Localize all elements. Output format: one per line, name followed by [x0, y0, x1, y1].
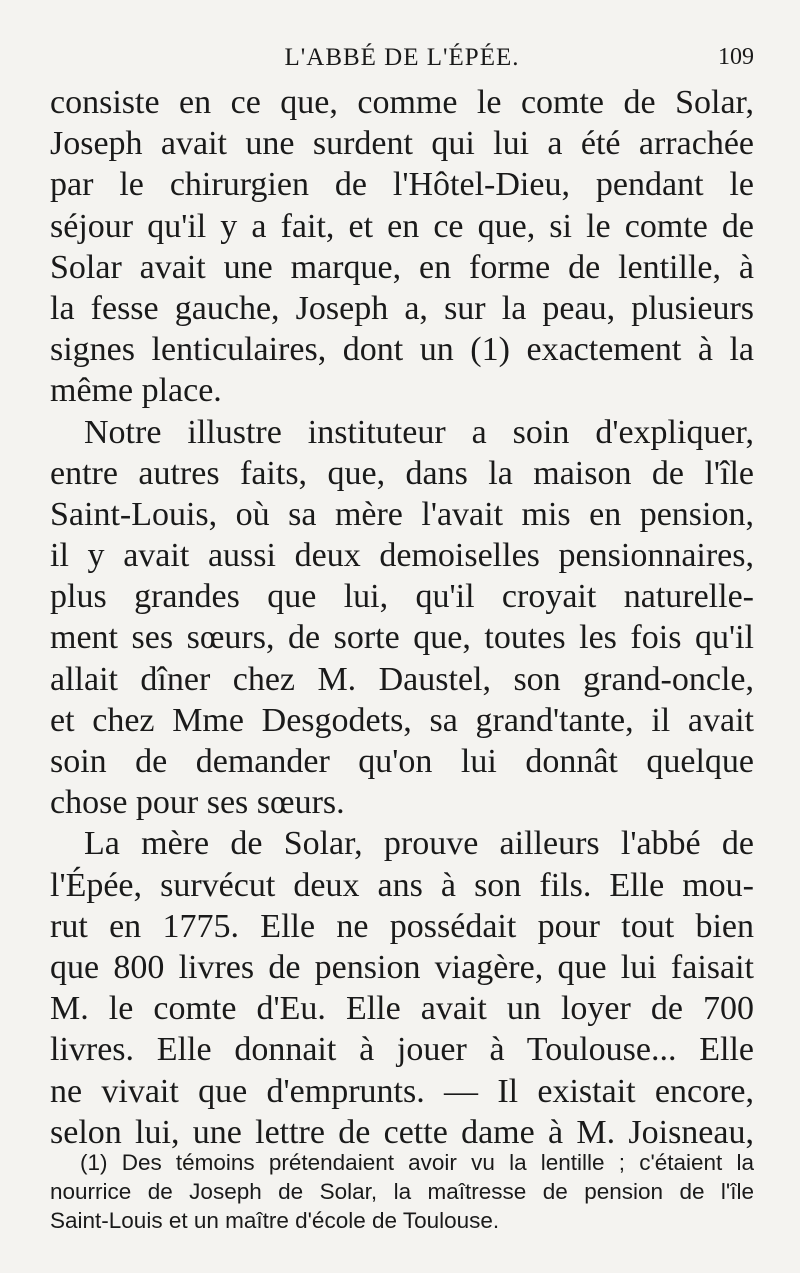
text-line: allait dîner chez M. Daustel, son grand-oncle,: [50, 660, 754, 698]
footnote-line: (1) Des témoins prétendaient avoir vu la lentille ; c'étaient la: [80, 1150, 754, 1175]
text-line: consiste en ce que, comme le comte de Solar,: [50, 84, 754, 121]
text-line: même place.: [50, 372, 222, 410]
text-line: Solar avait une marque, en forme de lentille, à: [50, 248, 754, 286]
text-line: signes lenticulaires, dont un (1) exactement à la: [50, 331, 754, 369]
text-line: Notre illustre instituteur a soin d'expliquer,: [84, 413, 754, 451]
body-text: [50, 82, 754, 1153]
footnote-line: Saint-Louis et un maître d'école de Toulouse.: [50, 1208, 500, 1233]
running-head: [50, 44, 754, 74]
text-line: soin de demander qu'on lui donnât quelque: [50, 743, 754, 780]
footnotes: [50, 1148, 754, 1235]
footnote-line: nourrice de Joseph de Solar, la maîtresse de pension de l'île: [50, 1179, 754, 1204]
text-line: M. le comte d'Eu. Elle avait un loyer de 700: [50, 990, 754, 1028]
text-line: entre autres faits, que, dans la maison de l'île: [50, 454, 754, 492]
text-line: livres. Elle donnait à jouer à Toulouse... Elle: [50, 1031, 754, 1069]
text-line: Joseph avait une surdent qui lui a été arrachée: [50, 125, 754, 163]
text-line: par le chirurgien de l'Hôtel-Dieu, pendant le: [50, 166, 754, 204]
running-title: L'ABBÉ DE L'ÉPÉE.: [284, 44, 520, 71]
text-line: la fesse gauche, Joseph a, sur la peau, plusieurs: [50, 289, 754, 327]
text-line: rut en 1775. Elle ne possédait pour tout bien: [50, 907, 754, 945]
text-line: chose pour ses sœurs.: [50, 784, 345, 822]
text-line: ne vivait que d'emprunts. — Il existait encore,: [50, 1072, 754, 1110]
text-line: l'Épée, survécut deux ans à son fils. Elle mou-: [50, 866, 754, 904]
text-line: Saint-Louis, où sa mère l'avait mis en pension,: [50, 495, 754, 533]
text-line: La mère de Solar, prouve ailleurs l'abbé de: [84, 825, 754, 863]
text-line: et chez Mme Desgodets, sa grand'tante, il avait: [50, 701, 754, 739]
text-line: il y avait aussi deux demoiselles pensionnaires,: [50, 537, 754, 575]
text-line: séjour qu'il y a fait, et en ce que, si le comte de: [50, 207, 754, 245]
page-number: 109: [718, 44, 754, 70]
text-line: selon lui, une lettre de cette dame à M. Joisneau,: [50, 1113, 754, 1151]
text-line: que 800 livres de pension viagère, que lui faisait: [50, 948, 754, 986]
text-line: plus grandes que lui, qu'il croyait naturelle-: [50, 578, 754, 616]
text-line: ment ses sœurs, de sorte que, toutes les fois qu'il: [50, 619, 754, 657]
